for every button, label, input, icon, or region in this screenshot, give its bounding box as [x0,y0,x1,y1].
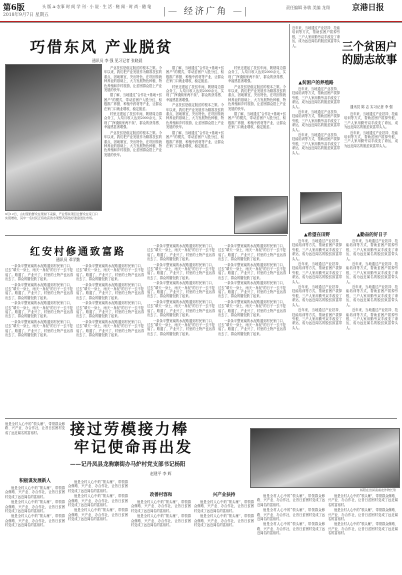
article1-small-photo [234,196,288,234]
article3-subtitle: ——记丹凤县龙驹寨街办马炉村党支部书记杨阳 [70,462,186,468]
article1-caption: 9月12日，山村里的群众在果树下采摘，产业帮扶项目让群众在家门口实现增收，其中一名村民正将收获的水果整齐码放好准备送往市场。 [5,212,98,220]
article1-col3: 村里还建起了扶贫车间，吸纳周边群众务工，人均月收入达到2000余元，实现了“挣钱顾家两不误”，群众的获得感、幸福感显著增强。 产业扶贫是稳定脱贫的根本之策。今年以来，我们把产业发展作为精准扶贫的重点，因地制宜，突出特色，在巩固传统种养业的基础上，大力发展特色种植、特色养殖和乡村旅游，让贫困群众搭上产业发展的快车。 据了解，当地通过“合作社+基地+贫困户”的模式，带动贫困户入股分红，积极推广养猪、种植中药材等产业，让群众在家门口就业增收，稳定脱贫。 [228,66,286,130]
article3-title [70,420,193,456]
sidebar-intro: 近年来，当地通过产业扶持、技能培训等方式，帮助贫困户拔掉穷根，三户人家用勤劳双手改变了命运，成为远近闻名的脱贫致富带头人。 [292,26,340,48]
header-divider [0,21,402,22]
editor-credit: 责任编辑 孙敏 美编 龙翔 [286,5,330,10]
article3-col6: 他是全村人心中的“领头雁”，带领群众修路、兴产业、办合作社，让昔日贫困村变成了远近闻名的富裕村。 他是全村人心中的“领头雁”，带领群众修路、兴产业、办合作社，让昔日贫困村变成了远近闻名的富裕村。 他是全村人心中的“领头雁”，带领群众修路、兴产业、办合作社，让昔日贫困村变成了远近闻名的富裕村。 [328,494,398,536]
sidebar-col2: 近年来，当地通过产业扶持、技能培训等方式，帮助贫困户拔掉穷根，三户人家用勤劳双手改变了命运，成为远近闻名的脱贫致富带头人。 近年来，当地通过产业扶持、技能培训等方式，帮助贫困户拔掉穷根，三户人家用勤劳双手改变了命运，成为远近闻名的脱贫致富带头人。 [344,112,398,148]
article1-byline: 通讯员 李 强 见习记者 张晓晨 [92,58,143,63]
article1-col1: 产业扶贫是稳定脱贫的根本之策。今年以来，我们把产业发展作为精准扶贫的重点，因地制宜，突出特色，在巩固传统种养业的基础上，大力发展特色种植、特色养殖和乡村旅游，让贫困群众搭上产业发展的快车。 据了解，当地通过“合作社+基地+贫困户”的模式，带动贫困户入股分红，积极推广养猪、种植中药材等产业，让群众在家门口就业增收，稳定脱贫。 村里还建起了扶贫车间，吸纳周边群众务工，人均月收入达到2000余元，实现了“挣钱顾家两不误”，群众的获得感、幸福感显著增强。 产业扶贫是稳定脱贫的根本之策。今年以来，我们把产业发展作为精准扶贫的重点，因地制宜，突出特色，在巩固传统种养业的基础上，大力发展特色种植、特色养殖和乡村旅游，让贫困群众搭上产业发展的快车。 [104,66,162,157]
article2-col4: 一条条平整宽阔的水泥路通到村民家门口，过去“晴天一身土，雨天一身泥”的日子一去不复返了。路通了，产业兴了，村里的土特产也运得出去了，群众的腰包鼓了起来。 一条条平整宽阔的水泥路通到村民家门口，过去“晴天一身土，雨天一身泥”的日子一去不复返了。路通了，产业兴了，村里的土特产也运得出去了，群众的腰包鼓了起来。 一条条平整宽阔的水泥路通到村民家门口，过去“晴天一身土，雨天一身泥”的日子一去不复返了。路通了，产业兴了，村里的土特产也运得出去了，群众的腰包鼓了起来。 一条条平整宽阔的水泥路通到村民家门口，过去“晴天一身土，雨天一身泥”的日子一去不复返了。路通了，产业兴了，村里的土特产也运得出去了，群众的腰包鼓了起来。 一条条平整宽阔的水泥路通到村民家门口，过去“晴天一身土，雨天一身泥”的日子一去不复返了。路通了，产业兴了，村里的土特产也运得出去了，群众的腰包鼓了起来。 [218,244,286,336]
article3-photo [250,428,400,488]
sidebar-col1: 近年来，当地通过产业扶持、技能培训等方式，帮助贫困户拔掉穷根，三户人家用勤劳双手改变了命运，成为远近闻名的脱贫致富带头人。 近年来，当地通过产业扶持、技能培训等方式，帮助贫困户拔掉穷根，三户人家用勤劳双手改变了命运，成为远近闻名的脱贫致富带头人。 近年来，当地通过产业扶持、技能培训等方式，帮助贫困户拔掉穷根，三户人家用勤劳双手改变了命运，成为远近闻名的脱贫致富带头人。 [292,87,340,155]
sidebar-sub3: ▲勤奋的好日子 [356,233,388,238]
issue-date: 2018年9月7日 星期五 [3,13,49,18]
article3-sub2: 改善村容和 [149,493,173,498]
article3-col5: 他是全村人心中的“领头雁”，带领群众修路、兴产业、办合作社，让昔日贫困村变成了远近闻名的富裕村。 他是全村人心中的“领头雁”，带领群众修路、兴产业、办合作社，让昔日贫困村变成了远近闻名的富裕村。 他是全村人心中的“领头雁”，带领群众修路、兴产业、办合作社，让昔日贫困村变成了远近闻名的富裕村。 [257,494,325,536]
article3-intro: 他是全村人心中的“领头雁”，带领群众修路、兴产业、办合作社，让昔日贫困村变成了远近闻名的富裕村。 [5,422,65,435]
sidebar-col4: 近年来，当地通过产业扶持、技能培训等方式，帮助贫困户拔掉穷根，三户人家用勤劳双手改变了命运，成为远近闻名的脱贫致富带头人。 近年来，当地通过产业扶持、技能培训等方式，帮助贫困户拔掉穷根，三户人家用勤劳双手改变了命运，成为远近闻名的脱贫致富带头人。 近年来，当地通过产业扶持、技能培训等方式，帮助贫困户拔掉穷根，三户人家用勤劳双手改变了命运，成为远近闻名的脱贫致富带头人。 近年来，当地通过产业扶持、技能培训等方式，帮助贫困户拔掉穷根，三户人家用勤劳双手改变了命运，成为远近闻名的脱贫致富带头人。 [346,239,398,330]
page-number: 第6版 [3,2,25,12]
article2-top-rule [5,235,287,236]
paper-logo: 京港日报 [352,2,384,12]
article2-col2: 一条条平整宽阔的水泥路通到村民家门口，过去“晴天一身土，雨天一身泥”的日子一去不复返了。路通了，产业兴了，村里的土特产也运得出去了，群众的腰包鼓了起来。 一条条平整宽阔的水泥路通到村民家门口，过去“晴天一身土，雨天一身泥”的日子一去不复返了。路通了，产业兴了，村里的土特产也运得出去了，群众的腰包鼓了起来。 一条条平整宽阔的水泥路通到村民家门口，过去“晴天一身土，雨天一身泥”的日子一去不复返了。路通了，产业兴了，村里的土特产也运得出去了，群众的腰包鼓了起来。 一条条平整宽阔的水泥路通到村民家门口，过去“晴天一身土，雨天一身泥”的日子一去不复返了。路通了，产业兴了，村里的土特产也运得出去了，群众的腰包鼓了起来。 [76,264,144,338]
article3-title-line2: 牢记使命再出发 [74,438,194,456]
article3-sub1: 积极谋发展新人 [19,479,51,484]
article2-title: 红安村修通致富路 [30,247,126,258]
sidebar-col3: 近年来，当地通过产业扶持、技能培训等方式，帮助贫困户拔掉穷根，三户人家用勤劳双手改变了命运，成为远近闻名的脱贫致富带头人。 近年来，当地通过产业扶持、技能培训等方式，帮助贫困户拔掉穷根，三户人家用勤劳双手改变了命运，成为远近闻名的脱贫致富带头人。 近年来，当地通过产业扶持、技能培训等方式，帮助贫困户拔掉穷根，三户人家用勤劳双手改变了命运，成为远近闻名的脱贫致富带头人。 近年来，当地通过产业扶持、技能培训等方式，帮助贫困户拔掉穷根，三户人家用勤劳双手改变了命运，成为远近闻名的脱贫致富带头人。 [292,239,342,330]
article2-byline: 通讯员 邓学勤 [56,257,80,262]
article1-title: 巧借东风 产业脱贫 [30,38,174,56]
article3-col2: 他是全村人心中的“领头雁”，带领群众修路、兴产业、办合作社，让昔日贫困村变成了远近闻名的富裕村。 他是全村人心中的“领头雁”，带领群众修路、兴产业、办合作社，让昔日贫困村变成了远近闻名的富裕村。 他是全村人心中的“领头雁”，带领群众修路、兴产业、办合作社，让昔日贫困村变成了远近闻名的富裕村。 [68,480,128,522]
article3-col3: 他是全村人心中的“领头雁”，带领群众修路、兴产业、办合作社，让昔日贫困村变成了远近闻名的富裕村。 他是全村人心中的“领头雁”，带领群众修路、兴产业、办合作社，让昔日贫困村变成了远近闻名的富裕村。 [131,500,191,528]
sidebar-divider [289,24,290,274]
sidebar-sub1: ▲贫困户的养殖路 [298,81,334,86]
article2-col1: 一条条平整宽阔的水泥路通到村民家门口，过去“晴天一身土，雨天一身泥”的日子一去不复返了。路通了，产业兴了，村里的土特产也运得出去了，群众的腰包鼓了起来。 一条条平整宽阔的水泥路通到村民家门口，过去“晴天一身土，雨天一身泥”的日子一去不复返了。路通了，产业兴了，村里的土特产也运得出去了，群众的腰包鼓了起来。 一条条平整宽阔的水泥路通到村民家门口，过去“晴天一身土，雨天一身泥”的日子一去不复返了。路通了，产业兴了，村里的土特产也运得出去了，群众的腰包鼓了起来。 一条条平整宽阔的水泥路通到村民家门口，过去“晴天一身土，雨天一身泥”的日子一去不复返了。路通了，产业兴了，村里的土特产也运得出去了，群众的腰包鼓了起来。 [5,264,73,338]
article2-col3: 一条条平整宽阔的水泥路通到村民家门口，过去“晴天一身土，雨天一身泥”的日子一去不复返了。路通了，产业兴了，村里的土特产也运得出去了，群众的腰包鼓了起来。 一条条平整宽阔的水泥路通到村民家门口，过去“晴天一身土，雨天一身泥”的日子一去不复返了。路通了，产业兴了，村里的土特产也运得出去了，群众的腰包鼓了起来。 一条条平整宽阔的水泥路通到村民家门口，过去“晴天一身土，雨天一身泥”的日子一去不复返了。路通了，产业兴了，村里的土特产也运得出去了，群众的腰包鼓了起来。 一条条平整宽阔的水泥路通到村民家门口，过去“晴天一身土，雨天一身泥”的日子一去不复返了。路通了，产业兴了，村里的土特产也运得出去了，群众的腰包鼓了起来。 一条条平整宽阔的水泥路通到村民家门口，过去“晴天一身土，雨天一身泥”的日子一去不复返了。路通了，产业兴了，村里的土特产也运得出去了，群众的腰包鼓了起来。 [147,244,215,336]
article3-title-line1: 接过劳模接力棒 [70,420,190,438]
article3-top-rule [5,418,397,419]
article3-col1: 他是全村人心中的“领头雁”，带领群众修路、兴产业、办合作社，让昔日贫困村变成了远近闻名的富裕村。 他是全村人心中的“领头雁”，带领群众修路、兴产业、办合作社，让昔日贫困村变成了远近闻名的富裕村。 他是全村人心中的“领头雁”，带领群众修路、兴产业、办合作社，让昔日贫困村变成了远近闻名的富裕村。 [5,486,65,528]
top-nav[interactable]: 头 版 A·农事 时 间 学 刊 · 小 说 · 生 活 · 秘 闻 · 时 尚 · 随 笔 [42,4,152,9]
article1-col2: 据了解，当地通过“合作社+基地+贫困户”的模式，带动贫困户入股分红，积极推广养猪、种植中药材等产业，让群众在家门口就业增收，稳定脱贫。 村里还建起了扶贫车间，吸纳周边群众务工，人均月收入达到2000余元，实现了“挣钱顾家两不误”，群众的获得感、幸福感显著增强。 产业扶贫是稳定脱贫的根本之策。今年以来，我们把产业发展作为精准扶贫的重点，因地制宜，突出特色，在巩固传统种养业的基础上，大力发展特色种植、特色养殖和乡村旅游，让贫困群众搭上产业发展的快车。 据了解，当地通过“合作社+基地+贫困户”的模式，带动贫困户入股分红，积极推广养猪、种植中药材等产业，让群众在家门口就业增收，稳定脱贫。 [166,66,224,148]
sidebar-byline: 通讯员 陈 志 实习记者 李 强 [350,105,393,109]
sidebar-heading: 三个贫困户的励志故事 [342,40,397,66]
article3-col4: 他是全村人心中的“领头雁”，带领群众修路、兴产业、办合作社，让昔日贫困村变成了远近闻名的富裕村。 他是全村人心中的“领头雁”，带领群众修路、兴产业、办合作社，让昔日贫困村变成了远近闻名的富裕村。 [194,500,254,528]
sidebar-sub2: ▲希望在田野 [304,233,330,238]
section-title: |— 经济广角 —| [163,7,249,17]
article3-caption: 杨阳在田间查看农作物长势 [360,488,397,492]
article1-photo [5,64,102,211]
article3-byline: 赵建平 李 辉 [150,471,172,476]
sidebar-photo [300,192,342,224]
article3-sub3: 兴产业扶持 [212,493,236,498]
